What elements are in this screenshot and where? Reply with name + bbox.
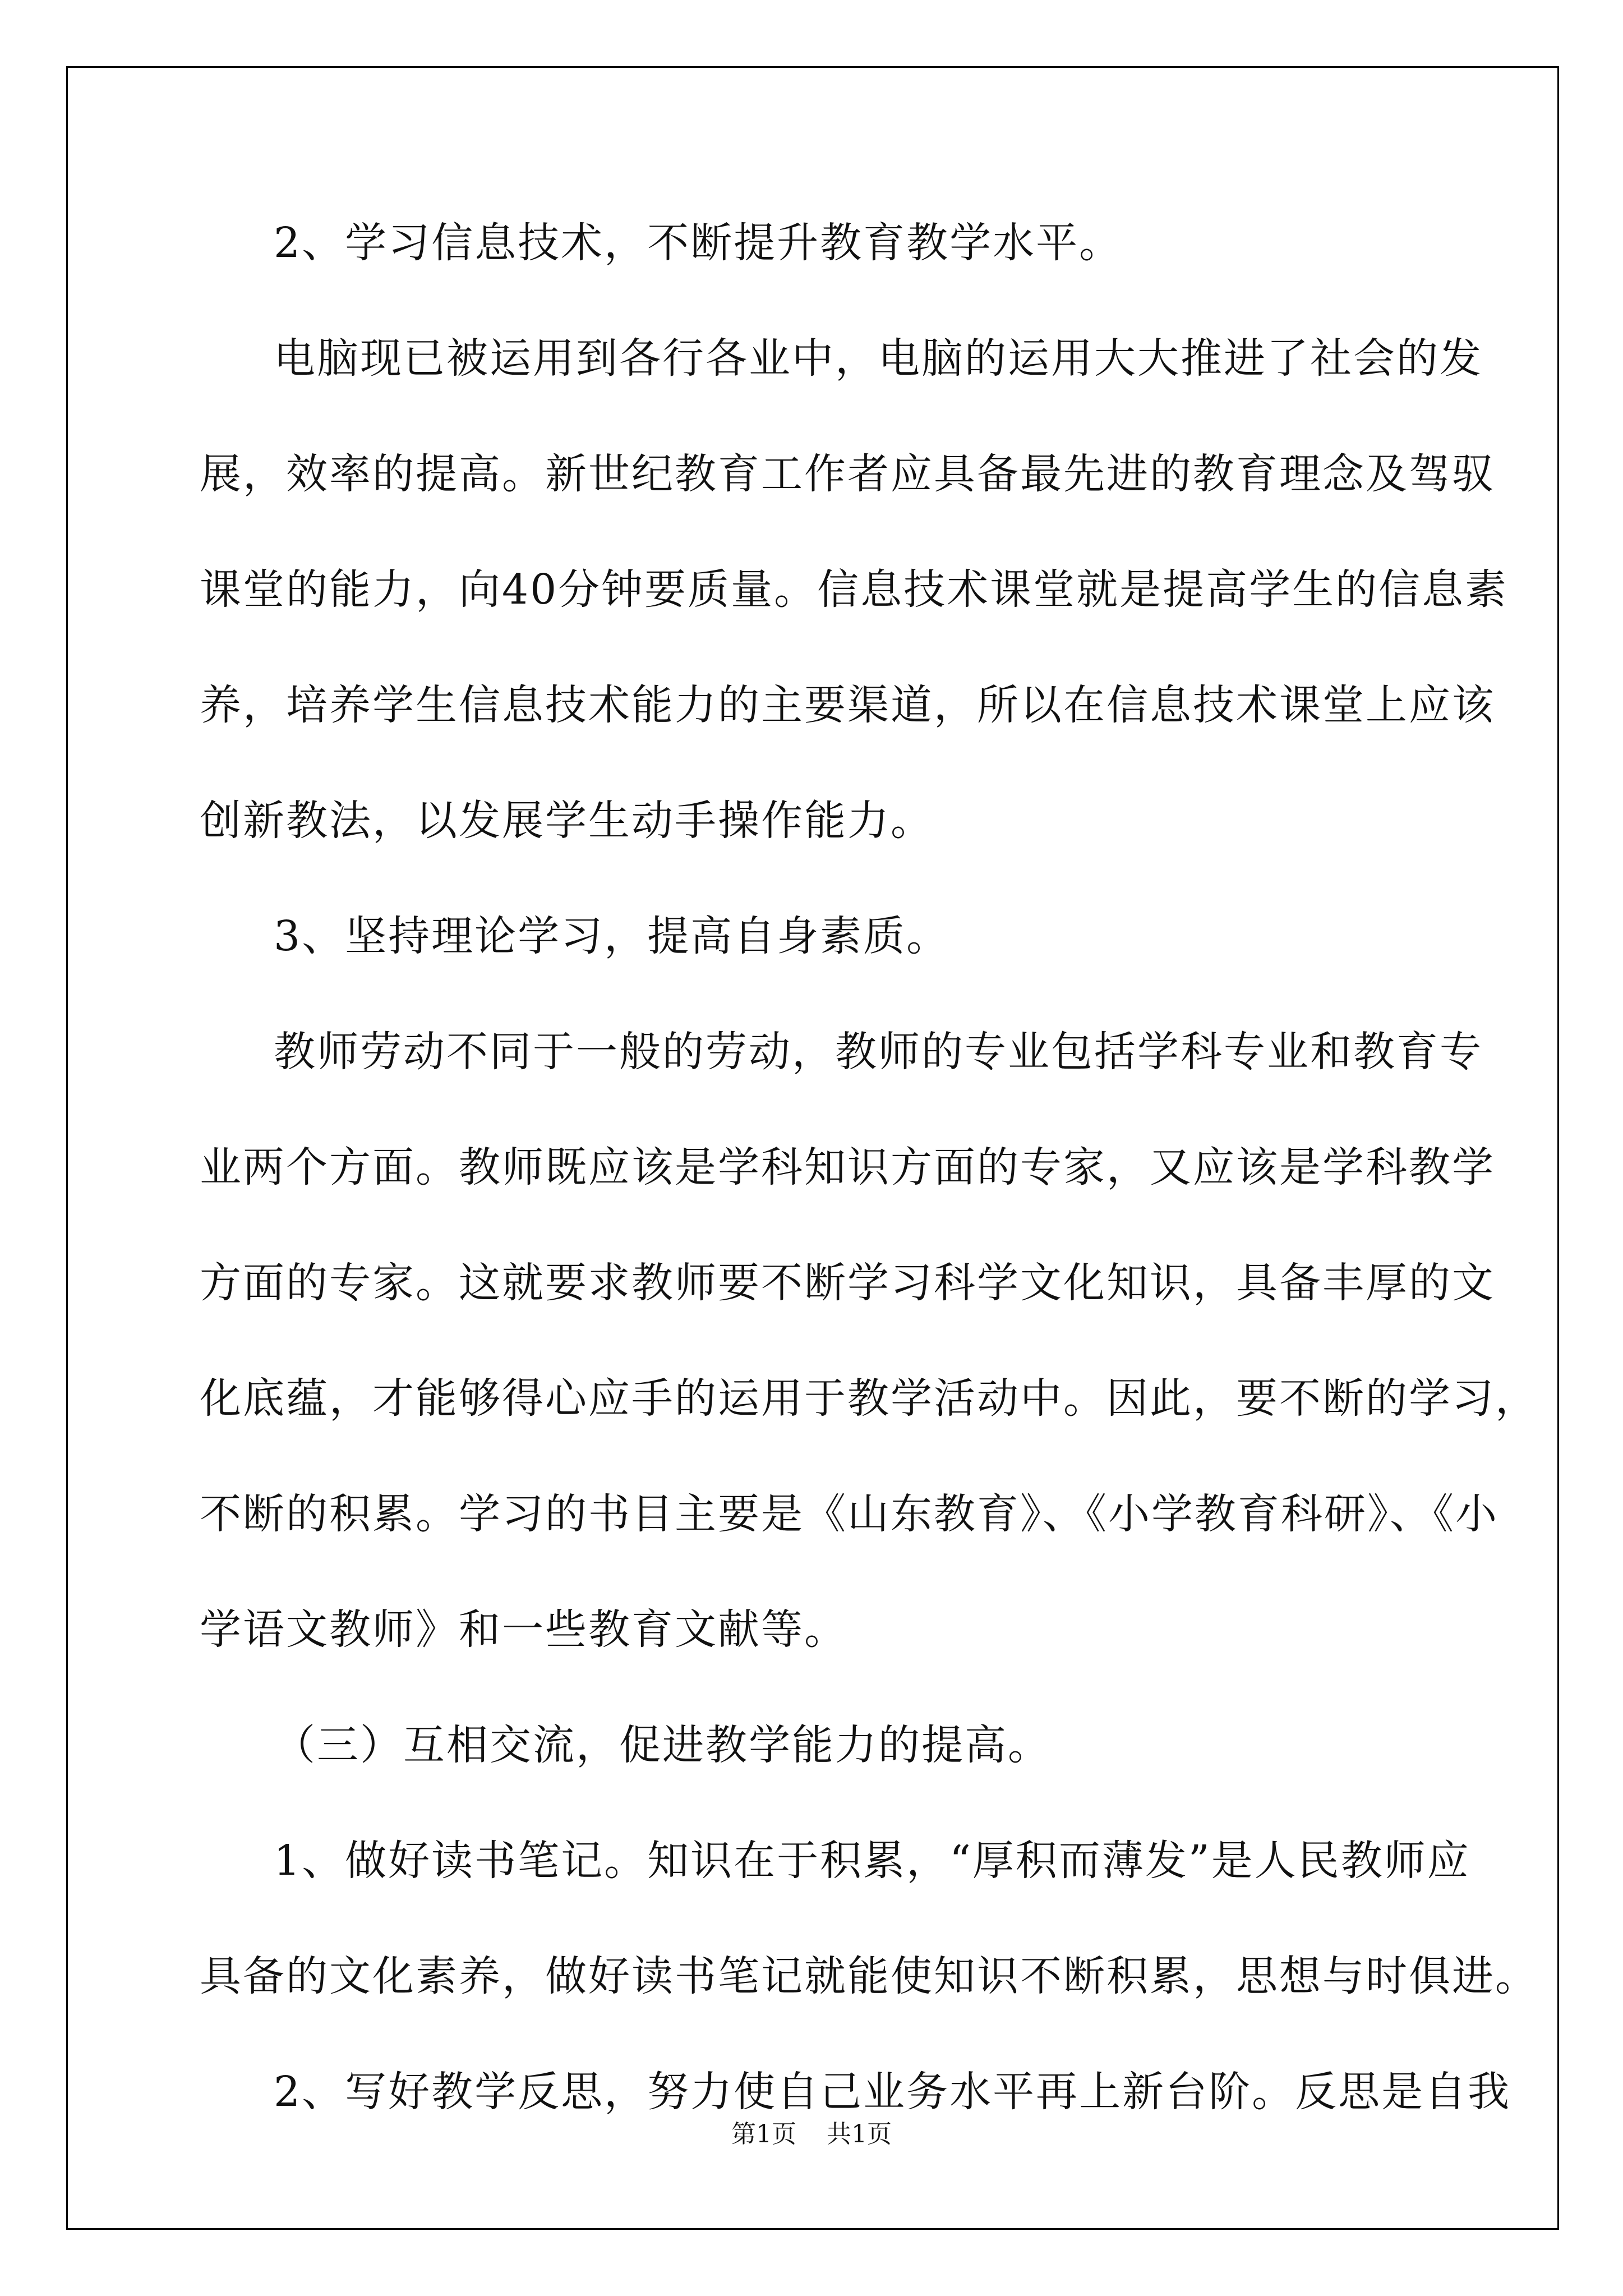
paragraph-line: 方面的专家。这就要求教师要不断学习科学文化知识，具备丰厚的文 bbox=[200, 1259, 1495, 1307]
page-number: 第1页 bbox=[731, 2120, 796, 2148]
paragraph-line: 1、做好读书笔记。知识在于积累，“厚积而薄发”是人民教师应 bbox=[274, 1837, 1470, 1885]
paragraph-line: 2、写好教学反思，努力使自己业务水平再上新台阶。反思是自我 bbox=[274, 2068, 1511, 2116]
paragraph-line: 业两个方面。教师既应该是学科知识方面的专家，又应该是学科教学 bbox=[200, 1143, 1495, 1191]
section-heading: （三）互相交流，促进教学能力的提高。 bbox=[274, 1721, 1051, 1769]
paragraph-line: 教师劳动不同于一般的劳动，教师的专业包括学科专业和教育专 bbox=[274, 1028, 1483, 1076]
paragraph-line: 学语文教师》和一些教育文献等。 bbox=[200, 1605, 847, 1654]
page-footer bbox=[0, 2114, 1623, 2150]
paragraph-line: 2、学习信息技术，不断提升教育教学水平。 bbox=[274, 219, 1123, 267]
paragraph-line: 课堂的能力，向40分钟要质量。信息技术课堂就是提高学生的信息素 bbox=[200, 565, 1509, 614]
paragraph-line: 具备的文化素养，做好读书笔记就能使知识不断积累，思想与时俱进。 bbox=[200, 1952, 1538, 2000]
paragraph-line: 养，培养学生信息技术能力的主要渠道，所以在信息技术课堂上应该 bbox=[200, 681, 1495, 729]
paragraph-line: 不断的积累。学习的书目主要是《山东教育》、《小学教育科研》、《小 bbox=[200, 1490, 1498, 1538]
paragraph-line: 创新教法，以发展学生动手操作能力。 bbox=[200, 797, 934, 845]
paragraph-line: 电脑现已被运用到各行各业中，电脑的运用大大推进了社会的发 bbox=[274, 334, 1483, 383]
paragraph-line: 展，效率的提高。新世纪教育工作者应具备最先进的教育理念及驾驭 bbox=[200, 450, 1495, 498]
paragraph-line: 3、坚持理论学习，提高自身素质。 bbox=[274, 912, 950, 960]
paragraph-line: 化底蕴，才能够得心应手的运用于教学活动中。因此，要不断的学习， bbox=[200, 1374, 1538, 1423]
page-total: 共1页 bbox=[827, 2120, 892, 2148]
